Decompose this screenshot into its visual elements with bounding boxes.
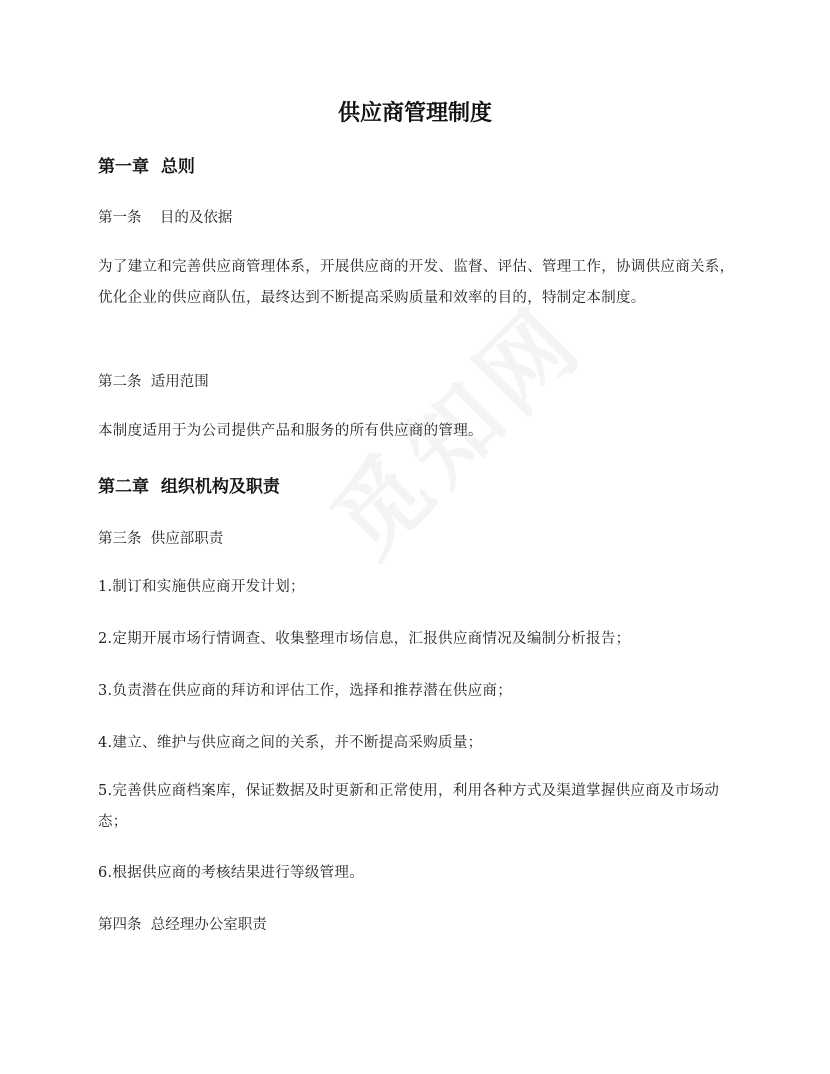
- chapter-2-heading: 第二章 组织机构及职责: [98, 477, 280, 497]
- list-item: 4.建立、维护与供应商之间的关系，并不断提高采购质量；: [98, 735, 483, 751]
- list-item: 3.负责潜在供应商的拜访和评估工作，选择和推荐潜在供应商；: [98, 683, 513, 699]
- chapter-1-heading: 第一章 总则: [98, 157, 195, 177]
- article-2-heading: 第二条 适用范围: [98, 374, 209, 390]
- article-4-heading: 第四条 总经理办公室职责: [98, 917, 267, 933]
- article-2-body: 本制度适用于为公司提供产品和服务的所有供应商的管理。: [98, 423, 483, 439]
- list-item: 2.定期开展市场行情调查、收集整理市场信息，汇报供应商情况及编制分析报告；: [98, 631, 631, 647]
- document-title: 供应商管理制度: [337, 101, 492, 126]
- article-1-heading: 第一条 目的及依据: [98, 210, 233, 226]
- list-item: 5.完善供应商档案库，保证数据及时更新和正常使用，利用各种方式及渠道掌握供应商及市场动态；: [98, 783, 720, 830]
- article-1-body: 为了建立和完善供应商管理体系，开展供应商的开发、监督、评估、管理工作，协调供应商关系，优化企业的供应商队伍，最终达到不断提高采购质量和效率的目的，特制定本制度。: [98, 259, 735, 306]
- article-3-heading: 第三条 供应部职责: [98, 531, 224, 547]
- list-item: 6.根据供应商的考核结果进行等级管理。: [98, 865, 365, 881]
- list-item: 1.制订和实施供应商开发计划；: [98, 579, 305, 595]
